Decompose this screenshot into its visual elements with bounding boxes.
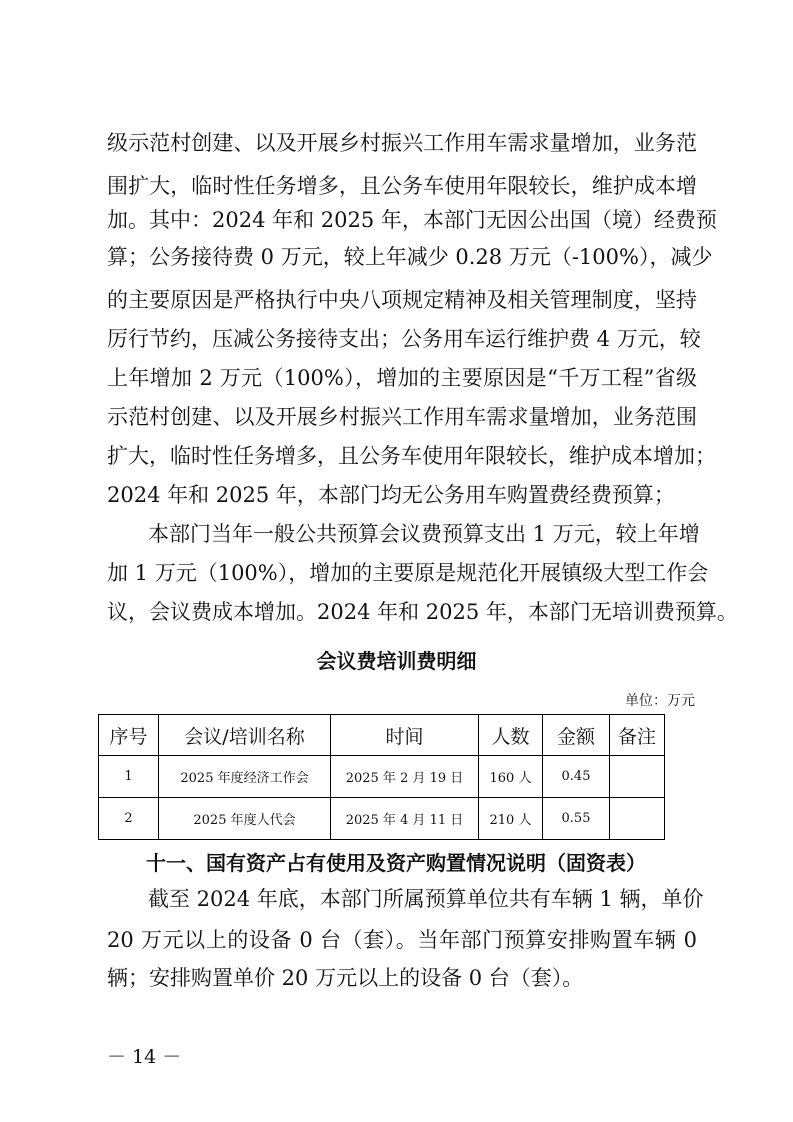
cell-amount: 0.45 [543, 756, 610, 798]
body-line: 级示范村创建、以及开展乡村振兴工作用车需求量增加，业务范 [107, 131, 697, 155]
cell-time: 2025 年 2 月 19 日 [331, 756, 479, 798]
body-line: 加 1 万元（100%），增加的主要原是规范化开展镇级大型工作会 [107, 561, 709, 585]
body-line: 上年增加 2 万元（100%），增加的主要原因是“千万工程”省级 [107, 366, 697, 390]
unit-label: 单位：万元 [625, 693, 695, 709]
section-line: 20 万元以上的设备 0 台（套）。当年部门预算安排购置车辆 0 [107, 928, 697, 952]
section-line: 辆；安排购置单价 20 万元以上的设备 0 台（套）。 [107, 966, 584, 990]
header-remark: 备注 [610, 715, 665, 756]
body-line: 2024 年和 2025 年，本部门均无公务用车购置费经费预算； [107, 483, 675, 507]
body-line: 厉行节约，压减公务接待支出；公务用车运行维护费 4 万元，较 [107, 327, 701, 351]
section-title: 十一、国有资产占有使用及资产购置情况说明（固资表） [146, 851, 646, 875]
cell-index: 2 [99, 798, 159, 840]
table-title: 会议费培训费明细 [316, 649, 477, 673]
cell-name: 2025 年度经济工作会 [159, 756, 331, 798]
body-line: 示范村创建、以及开展乡村振兴工作用车需求量增加，业务范围 [107, 405, 697, 429]
cell-name: 2025 年度人代会 [159, 798, 331, 840]
header-people: 人数 [479, 715, 543, 756]
table-header-row [99, 715, 665, 756]
meeting-training-table [98, 714, 665, 840]
cell-amount: 0.55 [543, 798, 610, 840]
cell-people: 160 人 [479, 756, 543, 798]
cell-index: 1 [99, 756, 159, 798]
cell-remark [610, 798, 665, 840]
body-line: 加。其中：2024 年和 2025 年，本部门无因公出国（境）经费预 [107, 208, 717, 232]
header-time: 时间 [331, 715, 479, 756]
body-line: 本部门当年一般公共预算会议费预算支出 1 万元，较上年增 [148, 522, 700, 546]
section-line: 截至 2024 年底，本部门所属预算单位共有车辆 1 辆，单价 [148, 887, 704, 911]
body-line: 的主要原因是严格执行中央八项规定精神及相关管理制度，坚持 [107, 288, 697, 312]
header-name: 会议/培训名称 [159, 715, 331, 756]
table-row [99, 756, 665, 798]
table-row [99, 798, 665, 840]
body-line: 扩大，临时性任务增多，且公务车使用年限较长，维护成本增加； [107, 444, 716, 468]
body-line: 议，会议费成本增加。2024 年和 2025 年，本部门无培训费预算。 [107, 600, 738, 624]
body-line: 算；公务接待费 0 万元，较上年减少 0.28 万元（-100%），减少 [107, 245, 713, 269]
cell-people: 210 人 [479, 798, 543, 840]
page-number: － 14 － [107, 1046, 182, 1068]
body-line: 围扩大，临时性任务增多，且公务车使用年限较长，维护成本增 [107, 174, 697, 198]
header-index: 序号 [99, 715, 159, 756]
cell-remark [610, 756, 665, 798]
header-amount: 金额 [543, 715, 610, 756]
cell-time: 2025 年 4 月 11 日 [331, 798, 479, 840]
